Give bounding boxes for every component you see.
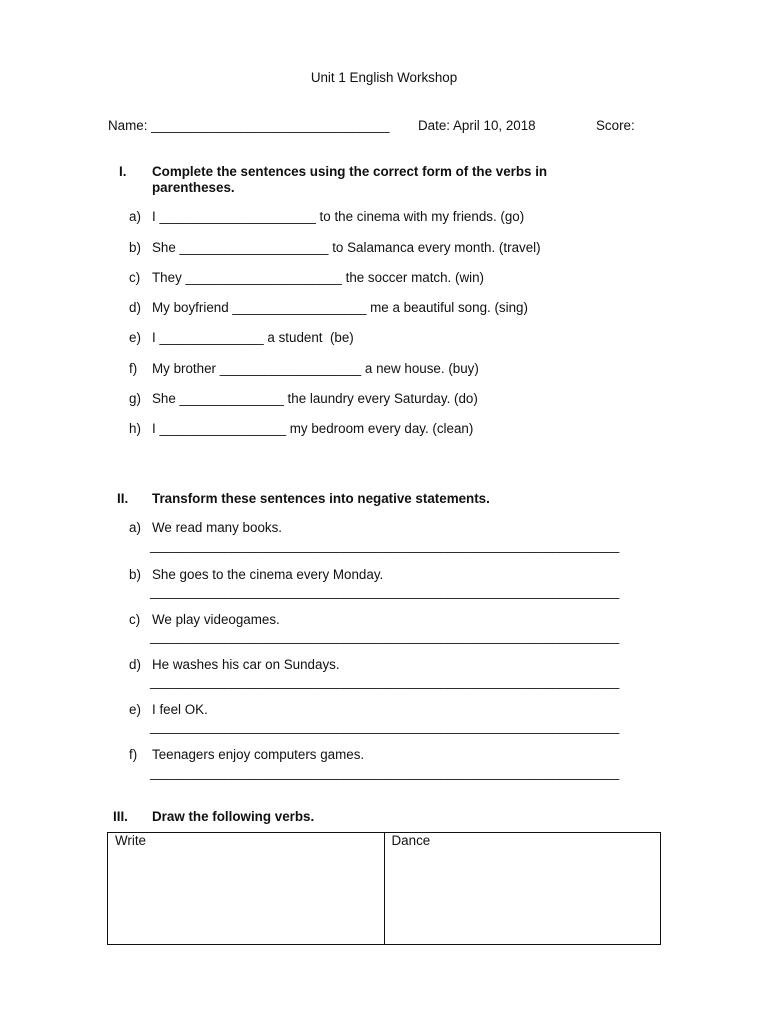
answer-line[interactable]: _______________________________________________________________: [150, 538, 620, 553]
item-text: She ______________ the laundry every Saturday. (do): [152, 391, 478, 406]
item-text: Teenagers enjoy computers games.: [152, 747, 365, 762]
drawing-table: [107, 832, 661, 945]
item-letter: c): [129, 270, 141, 285]
item-letter: f): [129, 361, 138, 376]
answer-line[interactable]: _______________________________________________________________: [150, 629, 620, 644]
drawing-cell-write[interactable]: [108, 833, 384, 944]
item-text: My boyfriend __________________ me a beautiful song. (sing): [152, 300, 528, 315]
item-letter: g): [129, 391, 141, 406]
section-1-instruction-line2: parentheses.: [152, 180, 235, 195]
score-label: Score:: [596, 118, 635, 133]
item-letter: e): [129, 330, 141, 345]
item-letter: e): [129, 702, 141, 717]
item-letter: f): [129, 747, 138, 762]
date-label: Date: April 10, 2018: [418, 118, 536, 133]
section-1-numeral: I.: [119, 164, 127, 179]
section-1-instruction-line1: Complete the sentences using the correct form of the verbs in: [152, 164, 548, 179]
item-text: We read many books.: [152, 520, 283, 535]
item-text: She ____________________ to Salamanca every month. (travel): [152, 240, 541, 255]
item-letter: c): [129, 612, 141, 627]
item-letter: b): [129, 240, 141, 255]
section-2-numeral: II.: [117, 491, 129, 506]
item-letter: a): [129, 520, 141, 535]
item-text: She goes to the cinema every Monday.: [152, 567, 384, 582]
item-text: He washes his car on Sundays.: [152, 657, 340, 672]
section-2-instruction: Transform these sentences into negative statements.: [152, 491, 490, 506]
name-field[interactable]: Name: ________________________________: [108, 118, 390, 133]
item-text: They _____________________ the soccer match. (win): [152, 270, 485, 285]
answer-line[interactable]: _______________________________________________________________: [150, 765, 620, 780]
cell-label: Write: [115, 833, 146, 848]
item-text: I ______________ a student (be): [152, 330, 354, 345]
answer-line[interactable]: _______________________________________________________________: [150, 719, 620, 734]
section-3-numeral: III.: [113, 809, 128, 824]
item-text: We play videogames.: [152, 612, 280, 627]
item-text: My brother ___________________ a new house. (buy): [152, 361, 479, 376]
answer-line[interactable]: _______________________________________________________________: [150, 584, 620, 599]
page-title: Unit 1 English Workshop: [310, 70, 458, 85]
item-letter: d): [129, 657, 141, 672]
answer-line[interactable]: _______________________________________________________________: [150, 674, 620, 689]
item-letter: d): [129, 300, 141, 315]
section-3-instruction: Draw the following verbs.: [152, 809, 315, 824]
item-letter: b): [129, 567, 141, 582]
item-text: I _________________ my bedroom every day. (clean): [152, 421, 474, 436]
item-letter: a): [129, 209, 141, 224]
item-letter: h): [129, 421, 141, 436]
drawing-cell-dance[interactable]: [384, 833, 661, 944]
item-text: I _____________________ to the cinema with my friends. (go): [152, 209, 525, 224]
item-text: I feel OK.: [152, 702, 208, 717]
cell-label: Dance: [391, 833, 431, 848]
